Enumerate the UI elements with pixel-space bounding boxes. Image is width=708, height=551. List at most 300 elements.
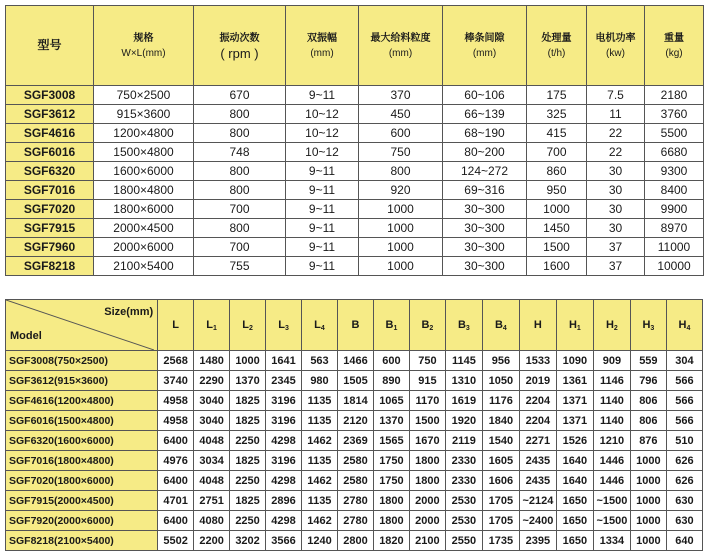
size-model-cell: SGF3612(915×3600) <box>6 371 158 391</box>
spec-value-cell: 1800×4800 <box>94 181 194 200</box>
size-value-cell: 6400 <box>158 511 194 531</box>
spec-value-cell: 800 <box>194 124 286 143</box>
size-value-cell: 1135 <box>302 491 338 511</box>
spec-value-cell: 9~11 <box>286 86 359 105</box>
size-value-cell: 1462 <box>302 431 338 451</box>
spec-value-cell: 10~12 <box>286 105 359 124</box>
size-header-cell <box>194 300 230 351</box>
spec-header-label: 棒条间隙 <box>464 32 505 44</box>
size-value-cell: 1505 <box>337 371 373 391</box>
spec-value-cell: 5500 <box>645 124 704 143</box>
size-header-base: L <box>172 319 179 331</box>
spec-table <box>5 5 704 276</box>
size-value-cell: 1500 <box>409 411 445 431</box>
size-value-cell: 6400 <box>158 431 194 451</box>
size-value-cell: 4958 <box>158 411 194 431</box>
spec-model-cell: SGF7915 <box>6 219 94 238</box>
size-table-row <box>6 391 703 411</box>
size-value-cell: 2000 <box>409 511 445 531</box>
size-value-cell: 2580 <box>337 471 373 491</box>
spec-header-unit: (mm) <box>472 47 497 59</box>
size-value-cell: 1135 <box>302 451 338 471</box>
size-header-base: H <box>642 318 651 331</box>
size-header-cell <box>445 300 482 351</box>
size-value-cell: 563 <box>302 351 338 371</box>
size-value-cell: 3740 <box>158 371 194 391</box>
spec-header-label: 处理量 <box>541 32 572 44</box>
size-value-cell: 3196 <box>266 391 302 411</box>
spec-table-row <box>6 181 704 200</box>
spec-model-cell: SGF7020 <box>6 200 94 219</box>
spec-value-cell: 700 <box>527 143 587 162</box>
size-header-sub: 3 <box>465 324 470 332</box>
size-value-cell: 1000 <box>230 351 266 371</box>
spec-header-cell <box>587 6 645 86</box>
size-header-base: L <box>278 318 285 331</box>
spec-value-cell: 37 <box>587 238 645 257</box>
spec-value-cell: 30~300 <box>443 200 527 219</box>
size-value-cell: 2780 <box>337 511 373 531</box>
size-value-cell: 566 <box>666 411 702 431</box>
spec-value-cell: 700 <box>194 238 286 257</box>
spec-table-row <box>6 86 704 105</box>
spec-model-cell: SGF7016 <box>6 181 94 200</box>
size-value-cell: 1800 <box>409 451 445 471</box>
size-model-cell: SGF4616(1200×4800) <box>6 391 158 411</box>
size-value-cell: 1050 <box>482 371 519 391</box>
size-value-cell: 2395 <box>519 531 556 551</box>
spec-table-header-row <box>6 6 704 86</box>
size-value-cell: 1466 <box>337 351 373 371</box>
size-value-cell: 6400 <box>158 471 194 491</box>
size-model-cell: SGF7915(2000×4500) <box>6 491 158 511</box>
size-value-cell: 2330 <box>445 471 482 491</box>
size-value-cell: 4298 <box>266 471 302 491</box>
size-value-cell: 4298 <box>266 431 302 451</box>
size-value-cell: 559 <box>630 351 666 371</box>
size-value-cell: 1370 <box>373 411 409 431</box>
spec-value-cell: 80~200 <box>443 143 527 162</box>
size-value-cell: 566 <box>666 371 702 391</box>
size-value-cell: 1735 <box>482 531 519 551</box>
size-value-cell: 1640 <box>556 451 593 471</box>
size-value-cell: 1650 <box>556 491 593 511</box>
spec-header-cell <box>286 6 359 86</box>
size-value-cell: 1650 <box>556 511 593 531</box>
size-table-row <box>6 451 703 471</box>
size-table-corner-cell <box>6 300 158 351</box>
size-table-row <box>6 431 703 451</box>
spec-value-cell: 66~139 <box>443 105 527 124</box>
size-header-base: H <box>678 318 687 331</box>
size-value-cell: 1000 <box>630 451 666 471</box>
size-header-cell <box>302 300 338 351</box>
size-value-cell: 806 <box>630 411 666 431</box>
spec-value-cell: 325 <box>527 105 587 124</box>
size-value-cell: 1533 <box>519 351 556 371</box>
size-header-sub: 2 <box>248 324 253 332</box>
size-value-cell: 1540 <box>482 431 519 451</box>
size-value-cell: 1920 <box>445 411 482 431</box>
size-value-cell: 2369 <box>337 431 373 451</box>
spec-value-cell: 1500×4800 <box>94 143 194 162</box>
spec-value-cell: 750 <box>359 143 443 162</box>
spec-header-unit: (mm) <box>310 47 334 59</box>
spec-value-cell: 22 <box>587 124 645 143</box>
spec-header-cell <box>359 6 443 86</box>
spec-header-label: 规格 <box>133 32 154 44</box>
spec-value-cell: 800 <box>359 162 443 181</box>
size-value-cell: 3196 <box>266 411 302 431</box>
spec-value-cell: 30~300 <box>443 257 527 276</box>
spec-value-cell: 1000 <box>359 238 443 257</box>
spec-value-cell: 1600 <box>527 257 587 276</box>
size-value-cell: 3202 <box>230 531 266 551</box>
size-value-cell: 3196 <box>266 451 302 471</box>
spec-model-cell: SGF6016 <box>6 143 94 162</box>
size-value-cell: 1825 <box>230 391 266 411</box>
size-value-cell: 2330 <box>445 451 482 471</box>
size-value-cell: 2000 <box>409 491 445 511</box>
size-value-cell: 626 <box>666 471 702 491</box>
size-value-cell: 1705 <box>482 511 519 531</box>
size-header-cell <box>593 300 630 351</box>
size-value-cell: 2435 <box>519 451 556 471</box>
spec-value-cell: 2000×4500 <box>94 219 194 238</box>
spec-value-cell: 450 <box>359 105 443 124</box>
spec-value-cell: 9300 <box>645 162 704 181</box>
size-value-cell: 2250 <box>230 431 266 451</box>
spec-value-cell: 30 <box>587 219 645 238</box>
spec-model-cell: SGF7960 <box>6 238 94 257</box>
size-header-base: B <box>457 318 466 331</box>
size-value-cell: 2204 <box>519 391 556 411</box>
size-value-cell: 2530 <box>445 511 482 531</box>
size-value-cell: 1462 <box>302 511 338 531</box>
spec-table-row <box>6 200 704 219</box>
size-value-cell: 890 <box>373 371 409 391</box>
spec-table-row <box>6 257 704 276</box>
size-value-cell: 1135 <box>302 391 338 411</box>
size-value-cell: 4048 <box>194 431 230 451</box>
size-value-cell: 4958 <box>158 391 194 411</box>
spec-value-cell: 1600×6000 <box>94 162 194 181</box>
size-header-base: B <box>385 318 394 331</box>
size-header-sub: 1 <box>576 324 581 332</box>
spec-value-cell: 8970 <box>645 219 704 238</box>
size-value-cell: 1334 <box>593 531 630 551</box>
spec-value-cell: 755 <box>194 257 286 276</box>
size-value-cell: 2345 <box>266 371 302 391</box>
size-header-cell <box>409 300 445 351</box>
spec-value-cell: 60~106 <box>443 86 527 105</box>
spec-value-cell: 1000 <box>359 219 443 238</box>
spec-value-cell: 10000 <box>645 257 704 276</box>
spec-value-cell: 9~11 <box>286 219 359 238</box>
size-model-cell: SGF8218(2100×5400) <box>6 531 158 551</box>
spec-value-cell: 950 <box>527 181 587 200</box>
size-model-cell: SGF7016(1800×4800) <box>6 451 158 471</box>
size-value-cell: 1240 <box>302 531 338 551</box>
size-header-base: B <box>351 319 360 331</box>
size-value-cell: 630 <box>666 511 702 531</box>
size-header-cell <box>556 300 593 351</box>
size-value-cell: 2271 <box>519 431 556 451</box>
size-value-cell: 1650 <box>556 531 593 551</box>
size-value-cell: 1641 <box>266 351 302 371</box>
spec-model-cell: SGF4616 <box>6 124 94 143</box>
size-value-cell: 2100 <box>409 531 445 551</box>
spec-value-cell: 2180 <box>645 86 704 105</box>
size-header-sub: 4 <box>502 324 507 332</box>
size-value-cell: 4976 <box>158 451 194 471</box>
size-value-cell: 1640 <box>556 471 593 491</box>
size-value-cell: 1800 <box>409 471 445 491</box>
size-value-cell: 1619 <box>445 391 482 411</box>
spec-value-cell: 10~12 <box>286 124 359 143</box>
spec-value-cell: 11000 <box>645 238 704 257</box>
size-value-cell: 4298 <box>266 511 302 531</box>
size-value-cell: 2435 <box>519 471 556 491</box>
size-table-row <box>6 471 703 491</box>
spec-value-cell: 9~11 <box>286 181 359 200</box>
size-value-cell: 1361 <box>556 371 593 391</box>
size-value-cell: 600 <box>373 351 409 371</box>
spec-value-cell: 700 <box>194 200 286 219</box>
spec-value-cell: 800 <box>194 162 286 181</box>
size-header-base: L <box>206 318 213 331</box>
size-unit-label: Size(mm) <box>104 306 154 318</box>
spec-header-cell <box>94 6 194 86</box>
size-value-cell: 1606 <box>482 471 519 491</box>
spec-value-cell: 800 <box>194 105 286 124</box>
spec-value-cell: 9~11 <box>286 162 359 181</box>
size-header-base: H <box>605 318 614 331</box>
size-model-cell: SGF3008(750×2500) <box>6 351 158 371</box>
size-value-cell: 1820 <box>373 531 409 551</box>
size-value-cell: 2780 <box>337 491 373 511</box>
size-value-cell: 4701 <box>158 491 194 511</box>
size-header-cell <box>266 300 302 351</box>
size-value-cell: 3040 <box>194 391 230 411</box>
size-header-sub: 2 <box>429 324 434 332</box>
size-header-sub: 3 <box>284 324 289 332</box>
spec-header-label: 最大给料粒度 <box>370 32 431 44</box>
spec-table-row <box>6 162 704 181</box>
size-header-sub: 1 <box>213 324 217 332</box>
size-header-cell <box>158 300 194 351</box>
size-header-sub: 1 <box>393 324 398 332</box>
size-value-cell: 2550 <box>445 531 482 551</box>
size-value-cell: 1000 <box>630 491 666 511</box>
size-value-cell: 1705 <box>482 491 519 511</box>
size-value-cell: 1140 <box>593 391 630 411</box>
spec-value-cell: 175 <box>527 86 587 105</box>
spec-header-unit: (kg) <box>665 47 683 59</box>
spec-value-cell: 860 <box>527 162 587 181</box>
spec-model-cell: SGF3008 <box>6 86 94 105</box>
size-value-cell: 1310 <box>445 371 482 391</box>
spec-header-unit: (mm) <box>388 47 413 59</box>
size-table-body <box>6 351 703 551</box>
spec-value-cell: 1200×4800 <box>94 124 194 143</box>
size-value-cell: 1750 <box>373 471 409 491</box>
spec-value-cell: 37 <box>587 257 645 276</box>
size-value-cell: 3034 <box>194 451 230 471</box>
size-value-cell: 510 <box>666 431 702 451</box>
size-value-cell: 876 <box>630 431 666 451</box>
size-value-cell: 566 <box>666 391 702 411</box>
spec-value-cell: 1500 <box>527 238 587 257</box>
size-table-row <box>6 511 703 531</box>
size-value-cell: 1605 <box>482 451 519 471</box>
spec-value-cell: 748 <box>194 143 286 162</box>
spec-value-cell: 9~11 <box>286 238 359 257</box>
size-value-cell: ~1500 <box>593 491 630 511</box>
size-value-cell: 1140 <box>593 411 630 431</box>
size-value-cell: 1800 <box>373 491 409 511</box>
size-value-cell: 806 <box>630 391 666 411</box>
size-value-cell: 1000 <box>630 531 666 551</box>
size-value-cell: 2290 <box>194 371 230 391</box>
size-value-cell: 2751 <box>194 491 230 511</box>
size-value-cell: 5502 <box>158 531 194 551</box>
spec-value-cell: 1000 <box>359 200 443 219</box>
spec-model-cell: SGF8218 <box>6 257 94 276</box>
size-table-row <box>6 371 703 391</box>
spec-table-row <box>6 238 704 257</box>
size-value-cell: 630 <box>666 491 702 511</box>
spec-value-cell: 370 <box>359 86 443 105</box>
size-value-cell: 1825 <box>230 491 266 511</box>
spec-table-row <box>6 143 704 162</box>
spec-value-cell: 30 <box>587 162 645 181</box>
spec-header-label: 重量 <box>664 32 684 44</box>
spec-value-cell: 7.5 <box>587 86 645 105</box>
spec-table-row <box>6 219 704 238</box>
size-value-cell: 4048 <box>194 471 230 491</box>
spec-value-cell: 670 <box>194 86 286 105</box>
size-value-cell: 1462 <box>302 471 338 491</box>
spec-header-unit: (t/h) <box>547 47 566 59</box>
spec-value-cell: 2100×5400 <box>94 257 194 276</box>
spec-value-cell: 30~300 <box>443 219 527 238</box>
size-value-cell: 2530 <box>445 491 482 511</box>
size-model-cell: SGF6320(1600×6000) <box>6 431 158 451</box>
size-value-cell: 1090 <box>556 351 593 371</box>
size-value-cell: 1825 <box>230 411 266 431</box>
size-table-row <box>6 411 703 431</box>
size-value-cell: 956 <box>482 351 519 371</box>
size-value-cell: 1176 <box>482 391 519 411</box>
spec-value-cell: 750×2500 <box>94 86 194 105</box>
size-value-cell: 640 <box>666 531 702 551</box>
size-table-row <box>6 491 703 511</box>
size-value-cell: 4080 <box>194 511 230 531</box>
spec-value-cell: 9~11 <box>286 200 359 219</box>
size-value-cell: 2119 <box>445 431 482 451</box>
size-value-cell: 2204 <box>519 411 556 431</box>
size-value-cell: 1371 <box>556 411 593 431</box>
size-value-cell: 2120 <box>337 411 373 431</box>
spec-value-cell: 920 <box>359 181 443 200</box>
size-model-cell: SGF6016(1500×4800) <box>6 411 158 431</box>
size-value-cell: 1814 <box>337 391 373 411</box>
spec-header-label: 振动次数 <box>219 32 260 44</box>
size-value-cell: 2580 <box>337 451 373 471</box>
size-header-sub: 4 <box>686 324 691 332</box>
spec-value-cell: 10~12 <box>286 143 359 162</box>
size-value-cell: 909 <box>593 351 630 371</box>
size-value-cell: 2800 <box>337 531 373 551</box>
spec-value-cell: 915×3600 <box>94 105 194 124</box>
size-header-cell <box>519 300 556 351</box>
spec-value-cell: 1000 <box>527 200 587 219</box>
spec-header-cell <box>194 6 286 86</box>
size-table-header-row <box>6 300 703 351</box>
spec-model-cell: SGF6320 <box>6 162 94 181</box>
size-header-base: H <box>533 319 542 331</box>
spec-value-cell: 6680 <box>645 143 704 162</box>
size-value-cell: 2200 <box>194 531 230 551</box>
spec-value-cell: 800 <box>194 181 286 200</box>
size-value-cell: 1750 <box>373 451 409 471</box>
spec-value-cell: 30 <box>587 200 645 219</box>
size-value-cell: ~2124 <box>519 491 556 511</box>
size-value-cell: 1145 <box>445 351 482 371</box>
spec-model-cell: SGF3612 <box>6 105 94 124</box>
size-value-cell: ~1500 <box>593 511 630 531</box>
size-header-base: L <box>242 318 249 331</box>
size-value-cell: 2250 <box>230 471 266 491</box>
size-header-sub: 3 <box>650 324 655 332</box>
size-value-cell: 1800 <box>373 511 409 531</box>
spec-value-cell: 30~300 <box>443 238 527 257</box>
spec-value-cell: 1000 <box>359 257 443 276</box>
size-header-cell <box>666 300 702 351</box>
size-value-cell: 1146 <box>593 371 630 391</box>
spec-table-row <box>6 105 704 124</box>
size-value-cell: 2568 <box>158 351 194 371</box>
size-value-cell: 750 <box>409 351 445 371</box>
size-header-cell <box>482 300 519 351</box>
spec-header-cell <box>527 6 587 86</box>
spec-value-cell: 124~272 <box>443 162 527 181</box>
spec-table-row <box>6 124 704 143</box>
size-model-cell: SGF7020(1800×6000) <box>6 471 158 491</box>
size-value-cell: 1170 <box>409 391 445 411</box>
spec-value-cell: 1450 <box>527 219 587 238</box>
spec-header-label: 双振幅 <box>307 32 337 44</box>
spec-value-cell: 30 <box>587 181 645 200</box>
size-value-cell: 1370 <box>230 371 266 391</box>
size-value-cell: 1000 <box>630 471 666 491</box>
size-value-cell: 304 <box>666 351 702 371</box>
spec-header-unit: ( rpm ) <box>220 45 259 61</box>
spec-header-unit: (kw) <box>606 47 625 59</box>
size-value-cell: 2250 <box>230 511 266 531</box>
size-header-cell <box>230 300 266 351</box>
spec-header-cell <box>6 6 94 86</box>
spec-header-cell <box>645 6 704 86</box>
size-table-row <box>6 351 703 371</box>
size-value-cell: 915 <box>409 371 445 391</box>
size-value-cell: 1670 <box>409 431 445 451</box>
size-table <box>5 299 703 551</box>
spec-value-cell: 3760 <box>645 105 704 124</box>
size-value-cell: 626 <box>666 451 702 471</box>
spec-header-unit: W×L(mm) <box>121 47 166 59</box>
